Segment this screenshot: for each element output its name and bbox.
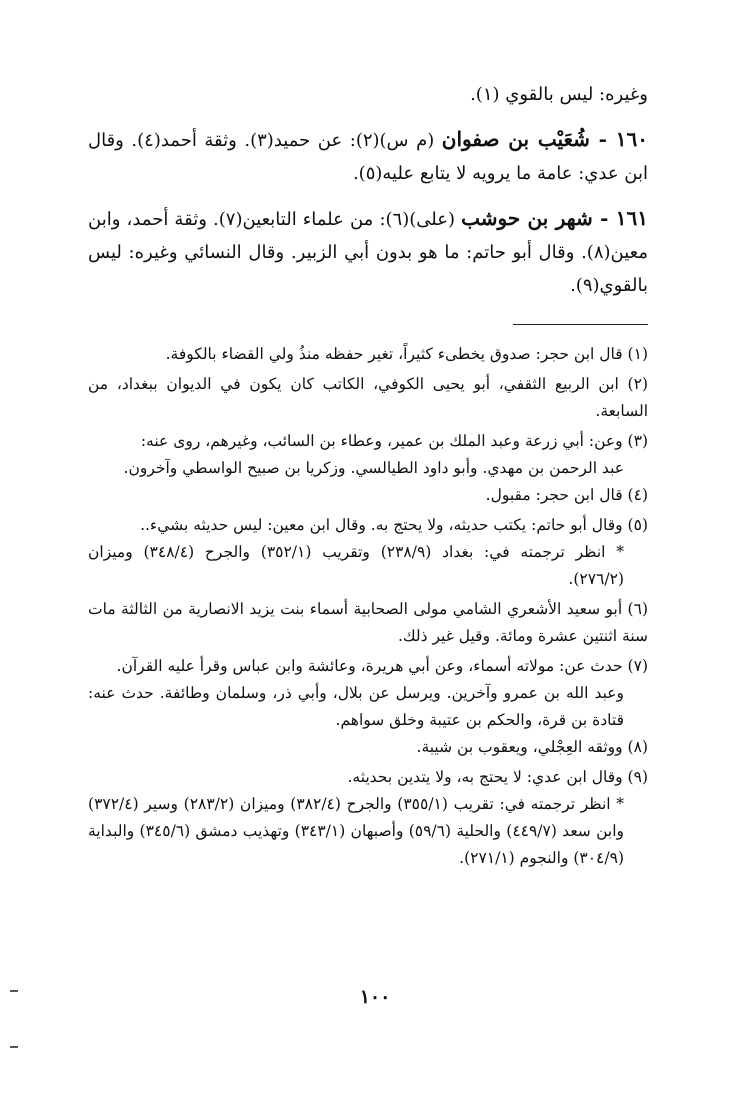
- footnote-7-continued: وعبد الله بن عمرو وآخرين. ويرسل عن بلال، وأبي ذر، وسلمان وطائفة. حدث عنه: قتادة بن قرة، والحكم بن عتيبة وخلق سواهم.: [88, 684, 624, 729]
- margin-mark: [10, 1046, 18, 1048]
- margin-mark: [10, 990, 18, 992]
- footnote-8: (٨) ووثقه العِجْلي، ويعقوب بن شيبة.: [416, 738, 648, 756]
- entry-161-text: (على)(٦): من علماء التابعين(٧). وثقة أحمد، وابن معين(٨). وقال أبو حاتم: ما هو بدون أبي الزبير. وقال النسائي وغيره: ليس بالقوي(٩).: [88, 209, 648, 296]
- main-text: [88, 78, 648, 302]
- footnote-7: (٧) حدث عن: مولاته أسماء، وعن أبي هريرة، وعائشة وابن عباس وقرأ عليه القرآن.: [116, 657, 648, 675]
- page-number: ١٠٠: [359, 986, 391, 1008]
- footnote-3-continued: عبد الرحمن بن مهدي. وأبو داود الطيالسي. وزكريا بن صبيح الواسطي وآخرون.: [123, 459, 624, 477]
- footnote-3: (٣) وعن: أبي زرعة وعبد الملك بن عمير، وعطاء بن السائب، وغيرهم، روى عنه:: [140, 432, 648, 450]
- references-161: * انظر ترجمته في: تقريب (٣٥٥/١) والجرح (٣٨٢/٤) وميزان (٢٨٣/٢) وسير (٣٧٢/٤) وابن سعد (٤٤٩/٧) والحلية (٥٩/٦) وأصبهان (٣٤٣/١) وتهذيب دمشق (٣٤٥/٦) والبداية (٣٠٤/٩) والنجوم (٢٧١/١).: [88, 795, 625, 867]
- footnote-6: (٦) أبو سعيد الأشعري الشامي مولى الصحابية أسماء بنت يزيد الانصارية من الثالثة مات سنة اثنتين عشرة ومائة. وقيل غير ذلك.: [88, 600, 648, 645]
- footnote-2: (٢) ابن الربيع الثقفي، أبو يحيى الكوفي، الكاتب كان يكون في الديوان ببغداد، من السابعة.: [88, 375, 648, 420]
- entry-160-text: (م س)(٢): عن حميد(٣). وثقة أحمد(٤). وقال ابن عدي: عامة ما يرويه لا يتابع عليه(٥).: [88, 130, 648, 184]
- footnote-4: (٤) قال ابن حجر: مقبول.: [485, 486, 648, 504]
- footnote-5: (٥) وقال أبو حاتم: يكتب حديثه، ولا يحتج به. وقال ابن معين: ليس حديثه بشيء..: [140, 516, 648, 534]
- entry-160: [88, 123, 648, 190]
- references-160: * انظر ترجمته في: بغداد (٢٣٨/٩) وتقريب (٣٥٢/١) والجرح (٣٤٨/٤) وميزان (٢٧٦/٢).: [88, 543, 624, 588]
- entry-161-heading: ١٦١ - شهر بن حوشب: [461, 206, 648, 230]
- page-content: [88, 78, 648, 872]
- footnote-9: (٩) وقال ابن عدي: لا يحتج به، ولا يتدين بحديثه.: [347, 768, 648, 786]
- entry-160-heading: ١٦٠ - شُعَيْب بن صفوان: [441, 127, 649, 151]
- entry-161: [88, 202, 648, 302]
- continuation-line: وغيره: ليس بالقوي (١).: [470, 84, 648, 105]
- footnote-1: (١) قال ابن حجر: صدوق يخطىء كثيراً، تغير حفظه منذُ ولي القضاء بالكوفة.: [165, 345, 648, 363]
- footnote-divider: [513, 324, 648, 325]
- footnotes: [88, 341, 648, 872]
